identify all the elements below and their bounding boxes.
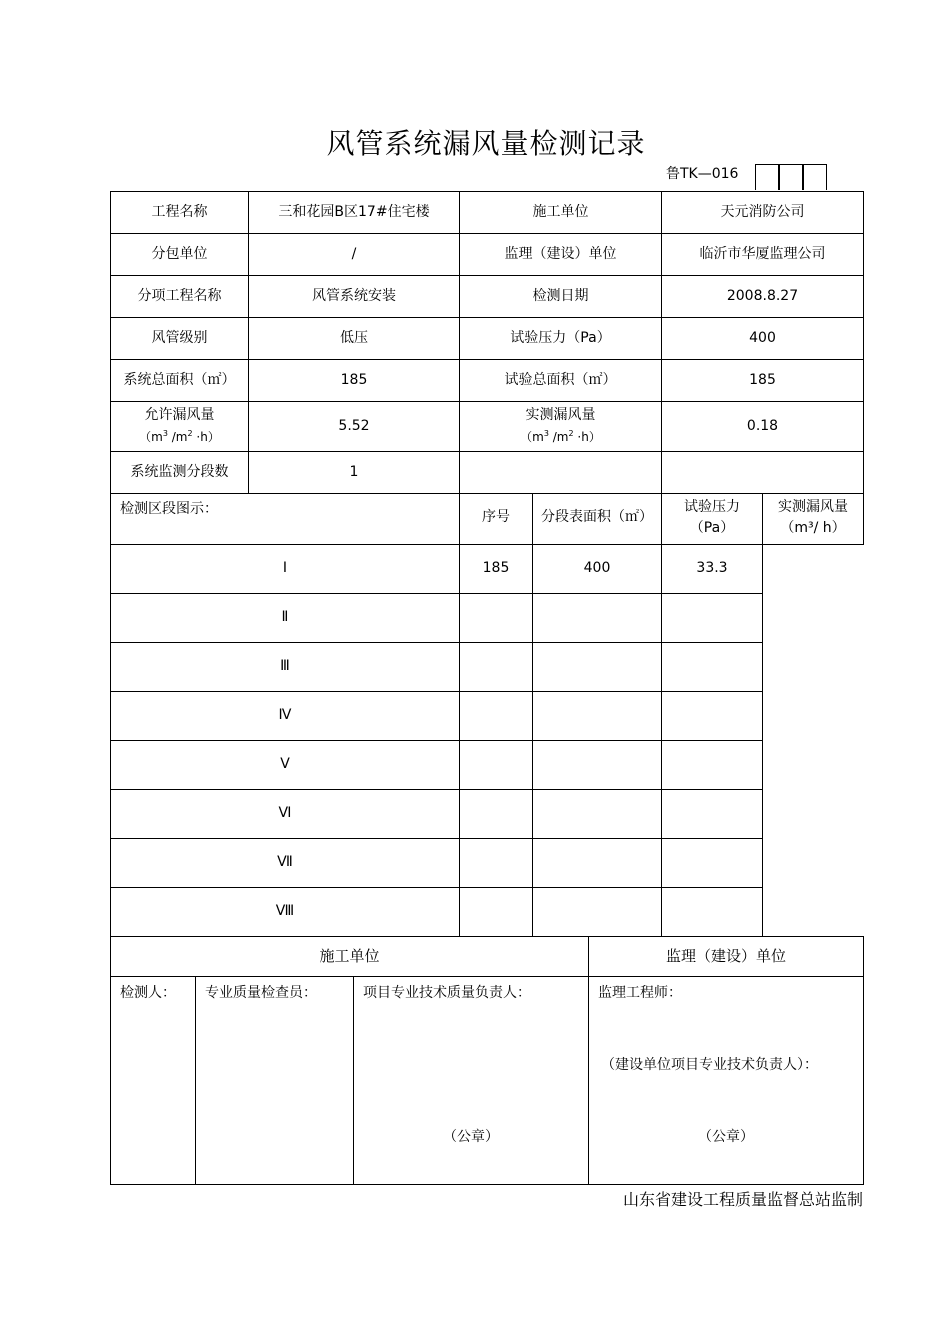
seal-right: （公章） xyxy=(698,1129,755,1145)
info-value: 三和花园B区17#住宅楼 xyxy=(249,192,460,234)
segment-area xyxy=(460,838,533,887)
allow-leak-label: 允许漏风量 （$m^3$ $/m^2 \cdot h$） xyxy=(111,402,249,452)
inspector-cell xyxy=(111,977,196,1185)
segment-pressure xyxy=(533,838,662,887)
segment-pressure xyxy=(533,789,662,838)
segment-pressure: 400 xyxy=(533,544,662,593)
diagram-area xyxy=(111,493,460,544)
info-label: 试验压力（Pa） xyxy=(460,318,662,360)
segment-row xyxy=(111,789,864,838)
engineer-label: 监理工程师： xyxy=(598,985,683,1001)
segment-row xyxy=(111,838,864,887)
segment-no: Ⅷ xyxy=(111,887,460,936)
segment-no: Ⅶ xyxy=(111,838,460,887)
segment-no: Ⅳ xyxy=(111,691,460,740)
segment-leak xyxy=(662,642,763,691)
segment-area: 185 xyxy=(460,544,533,593)
info-value: / xyxy=(249,234,460,276)
segment-pressure xyxy=(533,642,662,691)
info-row xyxy=(111,276,864,318)
info-value: 185 xyxy=(662,360,864,402)
tech-lead-label: 项目专业技术质量负责人： xyxy=(363,985,531,1001)
col-header-no: 序号 xyxy=(460,493,533,544)
info-row xyxy=(111,192,864,234)
segment-pressure xyxy=(533,691,662,740)
empty-cell xyxy=(460,452,662,494)
segment-pressure xyxy=(533,740,662,789)
info-value: 风管系统安装 xyxy=(249,276,460,318)
info-table xyxy=(110,191,864,494)
info-row xyxy=(111,360,864,402)
segments-count-label: 系统监测分段数 xyxy=(111,452,249,494)
segment-leak xyxy=(662,691,763,740)
segment-area xyxy=(460,887,533,936)
segment-row xyxy=(111,544,864,593)
allow-leak-value: 5.52 xyxy=(249,402,460,452)
col-header-pressure: 试验压力 （Pa） xyxy=(662,493,763,544)
code-box xyxy=(779,164,803,190)
col-header-leak: 实测漏风量 （m³/ h） xyxy=(763,493,864,544)
col-header-area: 分段表面积（㎡） xyxy=(533,493,662,544)
info-label: 检测日期 xyxy=(460,276,662,318)
info-value: 2008.8.27 xyxy=(662,276,864,318)
info-value: 400 xyxy=(662,318,864,360)
construction-unit-header: 施工单位 xyxy=(111,937,589,977)
segment-leak xyxy=(662,838,763,887)
diagram-label: 检测区段图示： xyxy=(120,501,218,517)
info-label: 分项工程名称 xyxy=(111,276,249,318)
owner-lead-label: （建设单位项目专业技术负责人）： xyxy=(601,1057,819,1073)
segment-area xyxy=(460,642,533,691)
signoff-table xyxy=(110,936,864,1185)
segment-area xyxy=(460,691,533,740)
segment-row xyxy=(111,887,864,936)
segment-leak xyxy=(662,789,763,838)
segment-no: Ⅴ xyxy=(111,740,460,789)
inspector-label: 检测人： xyxy=(120,985,176,1001)
empty-cell xyxy=(662,452,864,494)
segment-pressure xyxy=(533,887,662,936)
segment-no: Ⅲ xyxy=(111,642,460,691)
code-box xyxy=(803,164,827,190)
tech-lead-cell xyxy=(354,977,589,1185)
measured-leak-label: 实测漏风量 （$m^3$ $/m^2 \cdot h$） xyxy=(460,402,662,452)
segment-pressure xyxy=(533,593,662,642)
footer-note: 山东省建设工程质量监督总站监制 xyxy=(622,1190,863,1209)
supervision-unit-header: 监理（建设）单位 xyxy=(589,937,864,977)
segment-leak xyxy=(662,887,763,936)
quality-inspector-label: 专业质量检查员： xyxy=(205,985,317,1001)
segment-leak xyxy=(662,740,763,789)
info-value: 低压 xyxy=(249,318,460,360)
info-value: 185 xyxy=(249,360,460,402)
segment-no: Ⅵ xyxy=(111,789,460,838)
info-value: 天元消防公司 xyxy=(662,192,864,234)
segment-row xyxy=(111,593,864,642)
info-label: 工程名称 xyxy=(111,192,249,234)
info-label: 试验总面积（㎡） xyxy=(460,360,662,402)
info-label: 风管级别 xyxy=(111,318,249,360)
seal-left: （公章） xyxy=(443,1129,500,1145)
info-row xyxy=(111,234,864,276)
code-box xyxy=(755,164,779,190)
engineer-cell xyxy=(589,977,864,1185)
segment-row xyxy=(111,740,864,789)
quality-inspector-cell xyxy=(196,977,354,1185)
segment-row xyxy=(111,642,864,691)
segment-leak: 33.3 xyxy=(662,544,763,593)
form-code: 鲁TK—016 xyxy=(666,166,739,182)
info-value: 临沂市华厦监理公司 xyxy=(662,234,864,276)
segment-no: Ⅱ xyxy=(111,593,460,642)
segment-area xyxy=(460,789,533,838)
info-row xyxy=(111,318,864,360)
segment-area xyxy=(460,740,533,789)
info-label: 施工单位 xyxy=(460,192,662,234)
segment-table xyxy=(110,493,864,937)
segment-row xyxy=(111,691,864,740)
page-title: 风管系统漏风量检测记录 xyxy=(326,127,646,160)
info-label: 分包单位 xyxy=(111,234,249,276)
info-label: 系统总面积（㎡） xyxy=(111,360,249,402)
segment-no: Ⅰ xyxy=(111,544,460,593)
segment-area xyxy=(460,593,533,642)
segments-count-value: 1 xyxy=(249,452,460,494)
segment-leak xyxy=(662,593,763,642)
measured-leak-value: 0.18 xyxy=(662,402,864,452)
info-label: 监理（建设）单位 xyxy=(460,234,662,276)
